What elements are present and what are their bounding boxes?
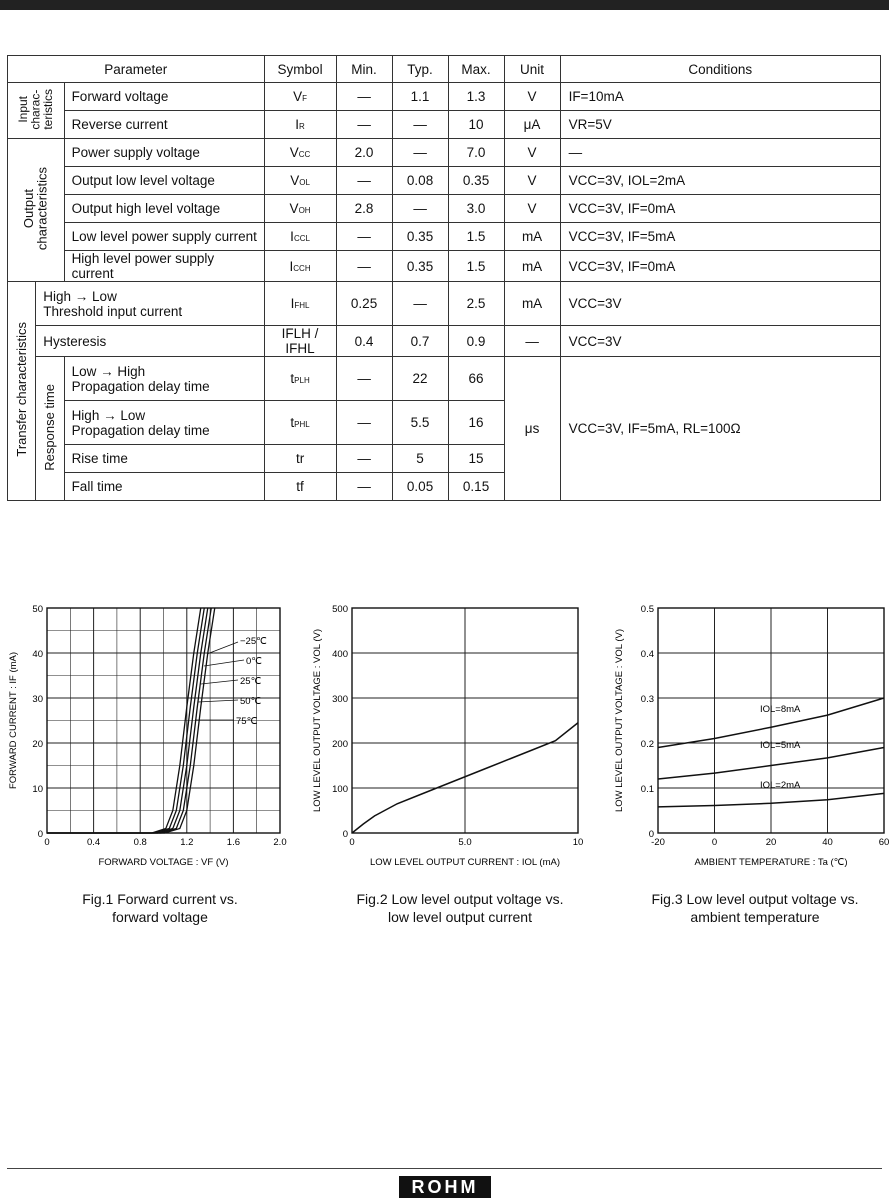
max-cell: 0.9 — [448, 326, 504, 357]
figure-caption-3: Fig.3 Low level output voltage vs. ambient temperature — [651, 891, 859, 925]
max-cell: 1.5 — [448, 223, 504, 251]
typ-cell: — — [392, 111, 448, 139]
y-tick-label: 20 — [32, 739, 43, 750]
symbol-cell: VOL — [264, 167, 336, 195]
max-cell: 16 — [448, 401, 504, 445]
parameter-cell: Low level power supply current — [64, 223, 264, 251]
symbol-cell: ICCL — [264, 223, 336, 251]
min-cell: — — [336, 251, 392, 282]
y-tick-label: 0.4 — [640, 649, 654, 660]
series-label: IOL=5mA — [760, 740, 801, 751]
parameter-cell: Reverse current — [64, 111, 264, 139]
col-header: Parameter — [8, 56, 265, 83]
symbol-cell: tr — [264, 445, 336, 473]
conditions-cell: VCC=3V, IF=0mA — [560, 251, 880, 282]
typ-cell: — — [392, 282, 448, 326]
parameter-cell: Output low level voltage — [64, 167, 264, 195]
unit-cell: mA — [504, 282, 560, 326]
top-bar — [0, 0, 889, 10]
col-header: Typ. — [392, 56, 448, 83]
conditions-cell: VCC=3V, IOL=2mA — [560, 167, 880, 195]
symbol-cell: IFLH / IFHL — [264, 326, 336, 357]
parameter-cell: Output high level voltage — [64, 195, 264, 223]
x-tick-label: 40 — [822, 837, 833, 848]
min-cell: 2.0 — [336, 139, 392, 167]
min-cell: — — [336, 445, 392, 473]
chart-vol-vs-ta — [600, 598, 889, 868]
series-label: −25℃ — [240, 636, 267, 647]
x-tick-label: 1.6 — [226, 837, 241, 848]
typ-cell: 0.35 — [392, 223, 448, 251]
table-row — [8, 83, 881, 111]
min-cell: — — [336, 83, 392, 111]
unit-cell: mA — [504, 223, 560, 251]
chart-forward-current — [0, 598, 295, 868]
y-tick-label: 0 — [37, 829, 43, 840]
symbol-cell: VOH — [264, 195, 336, 223]
parameter-cell: Forward voltage — [64, 83, 264, 111]
table-row — [8, 111, 881, 139]
min-cell: 0.25 — [336, 282, 392, 326]
y-tick-label: 400 — [332, 649, 348, 660]
max-cell: 2.5 — [448, 282, 504, 326]
unit-cell: μA — [504, 111, 560, 139]
rohm-logo: ROHM — [399, 1176, 491, 1198]
typ-cell: — — [392, 139, 448, 167]
x-tick-label: 5.0 — [458, 837, 472, 848]
y-tick-label: 40 — [32, 649, 43, 660]
max-cell: 10 — [448, 111, 504, 139]
y-tick-label: 300 — [332, 694, 348, 705]
min-cell: — — [336, 223, 392, 251]
parameter-cell: High → Low Propagation delay time — [64, 401, 264, 445]
min-cell: — — [336, 357, 392, 401]
typ-cell: 5.5 — [392, 401, 448, 445]
table-row — [8, 167, 881, 195]
table-row — [8, 357, 881, 401]
symbol-cell: VCC — [264, 139, 336, 167]
typ-cell: — — [392, 195, 448, 223]
symbol-cell: tPHL — [264, 401, 336, 445]
col-header: Conditions — [560, 56, 880, 83]
y-axis-label: FORWARD CURRENT : IF (mA) — [8, 651, 19, 790]
x-tick-label: 2.0 — [273, 837, 287, 848]
max-cell: 1.3 — [448, 83, 504, 111]
figure-caption-2: Fig.2 Low level output voltage vs. low level output current — [356, 891, 564, 925]
unit-cell: μs — [504, 357, 560, 501]
group-output: Output characteristics — [8, 139, 65, 282]
x-tick-label: 0 — [349, 837, 355, 848]
figure-caption-1: Fig.1 Forward current vs. forward voltage — [82, 891, 238, 925]
unit-cell: — — [504, 326, 560, 357]
table-row — [8, 282, 881, 326]
conditions-cell: VCC=3V — [560, 326, 880, 357]
x-tick-label: 0.8 — [133, 837, 147, 848]
series-label: IOL=8mA — [760, 704, 801, 715]
series-leader-line — [198, 700, 238, 702]
max-cell: 3.0 — [448, 195, 504, 223]
parameter-cell: Fall time — [64, 473, 264, 501]
y-tick-label: 0.2 — [640, 739, 654, 750]
y-tick-label: 0.5 — [640, 604, 654, 615]
conditions-cell: IF=10mA — [560, 83, 880, 111]
y-tick-label: 0.3 — [640, 694, 654, 705]
min-cell: — — [336, 167, 392, 195]
series-label: 50℃ — [240, 696, 262, 707]
series-label: 0℃ — [246, 656, 262, 667]
unit-cell: V — [504, 139, 560, 167]
x-tick-label: 0.4 — [86, 837, 101, 848]
series-leader-line — [201, 680, 238, 684]
unit-cell: mA — [504, 251, 560, 282]
x-tick-label: 10 — [572, 837, 584, 848]
x-tick-label: 0 — [44, 837, 50, 848]
parameter-cell: Hysteresis — [36, 326, 264, 357]
parameter-cell: High → Low Threshold input current — [36, 282, 264, 326]
conditions-cell: VR=5V — [560, 111, 880, 139]
typ-cell: 22 — [392, 357, 448, 401]
y-tick-label: 200 — [332, 739, 348, 750]
conditions-cell: VCC=3V, IF=0mA — [560, 195, 880, 223]
symbol-cell: tPLH — [264, 357, 336, 401]
col-header: Min. — [336, 56, 392, 83]
y-tick-label: 0.1 — [640, 784, 654, 795]
y-tick-label: 50 — [32, 604, 43, 615]
x-axis-label: LOW LEVEL OUTPUT CURRENT : IOL (mA) — [369, 857, 561, 868]
series-label: 75℃ — [236, 716, 258, 727]
y-tick-label: 100 — [332, 784, 348, 795]
typ-cell: 0.08 — [392, 167, 448, 195]
group-response: Response time — [36, 357, 64, 501]
unit-cell: V — [504, 167, 560, 195]
footer-rule — [7, 1168, 882, 1169]
conditions-cell: VCC=3V — [560, 282, 880, 326]
max-cell: 66 — [448, 357, 504, 401]
series-label: IOL=2mA — [760, 780, 801, 791]
parameter-cell: High level power supply current — [64, 251, 264, 282]
y-tick-label: 0 — [342, 829, 348, 840]
min-cell: 0.4 — [336, 326, 392, 357]
y-axis-label: LOW LEVEL OUTPUT VOLTAGE : VOL (V) — [614, 628, 625, 813]
table-row — [8, 139, 881, 167]
typ-cell: 1.1 — [392, 83, 448, 111]
col-header: Symbol — [264, 56, 336, 83]
min-cell: — — [336, 401, 392, 445]
min-cell: — — [336, 473, 392, 501]
max-cell: 15 — [448, 445, 504, 473]
symbol-cell: ICCH — [264, 251, 336, 282]
table-row — [8, 326, 881, 357]
y-tick-label: 0 — [648, 829, 654, 840]
parameter-cell: Power supply voltage — [64, 139, 264, 167]
x-tick-label: 1.2 — [180, 837, 194, 848]
parameter-cell: Rise time — [64, 445, 264, 473]
conditions-cell: VCC=3V, IF=5mA, RL=100Ω — [560, 357, 880, 501]
x-axis-label: AMBIENT TEMPERATURE : Ta (℃) — [694, 857, 848, 868]
symbol-cell: IFHL — [264, 282, 336, 326]
table-row — [8, 251, 881, 282]
min-cell: — — [336, 111, 392, 139]
spec-table — [7, 55, 881, 501]
col-header: Unit — [504, 56, 560, 83]
typ-cell: 0.05 — [392, 473, 448, 501]
x-tick-label: 60 — [878, 837, 889, 848]
series-label: 25℃ — [240, 676, 262, 687]
typ-cell: 0.7 — [392, 326, 448, 357]
table-row — [8, 195, 881, 223]
conditions-cell: VCC=3V, IF=5mA — [560, 223, 880, 251]
chart-vol-vs-iol — [300, 598, 595, 868]
symbol-cell: VF — [264, 83, 336, 111]
x-tick-label: 0 — [711, 837, 718, 848]
typ-cell: 0.35 — [392, 251, 448, 282]
y-tick-label: 10 — [32, 784, 43, 795]
table-row — [8, 223, 881, 251]
group-input: Input charac- teristics — [8, 83, 65, 139]
group-transfer: Transfer characteristics — [8, 282, 36, 501]
symbol-cell: tf — [264, 473, 336, 501]
typ-cell: 5 — [392, 445, 448, 473]
col-header: Max. — [448, 56, 504, 83]
max-cell: 0.35 — [448, 167, 504, 195]
max-cell: 1.5 — [448, 251, 504, 282]
y-axis-label: LOW LEVEL OUTPUT VOLTAGE : VOL (V) — [312, 628, 323, 813]
x-tick-label: 20 — [765, 837, 777, 848]
conditions-cell: — — [560, 139, 880, 167]
symbol-cell: IR — [264, 111, 336, 139]
y-tick-label: 500 — [332, 604, 348, 615]
max-cell: 0.15 — [448, 473, 504, 501]
unit-cell: V — [504, 195, 560, 223]
x-tick-label: -20 — [651, 837, 665, 848]
y-tick-label: 30 — [32, 694, 43, 705]
x-axis-label: FORWARD VOLTAGE : VF (V) — [98, 857, 229, 868]
parameter-cell: Low → High Propagation delay time — [64, 357, 264, 401]
max-cell: 7.0 — [448, 139, 504, 167]
min-cell: 2.8 — [336, 195, 392, 223]
unit-cell: V — [504, 83, 560, 111]
